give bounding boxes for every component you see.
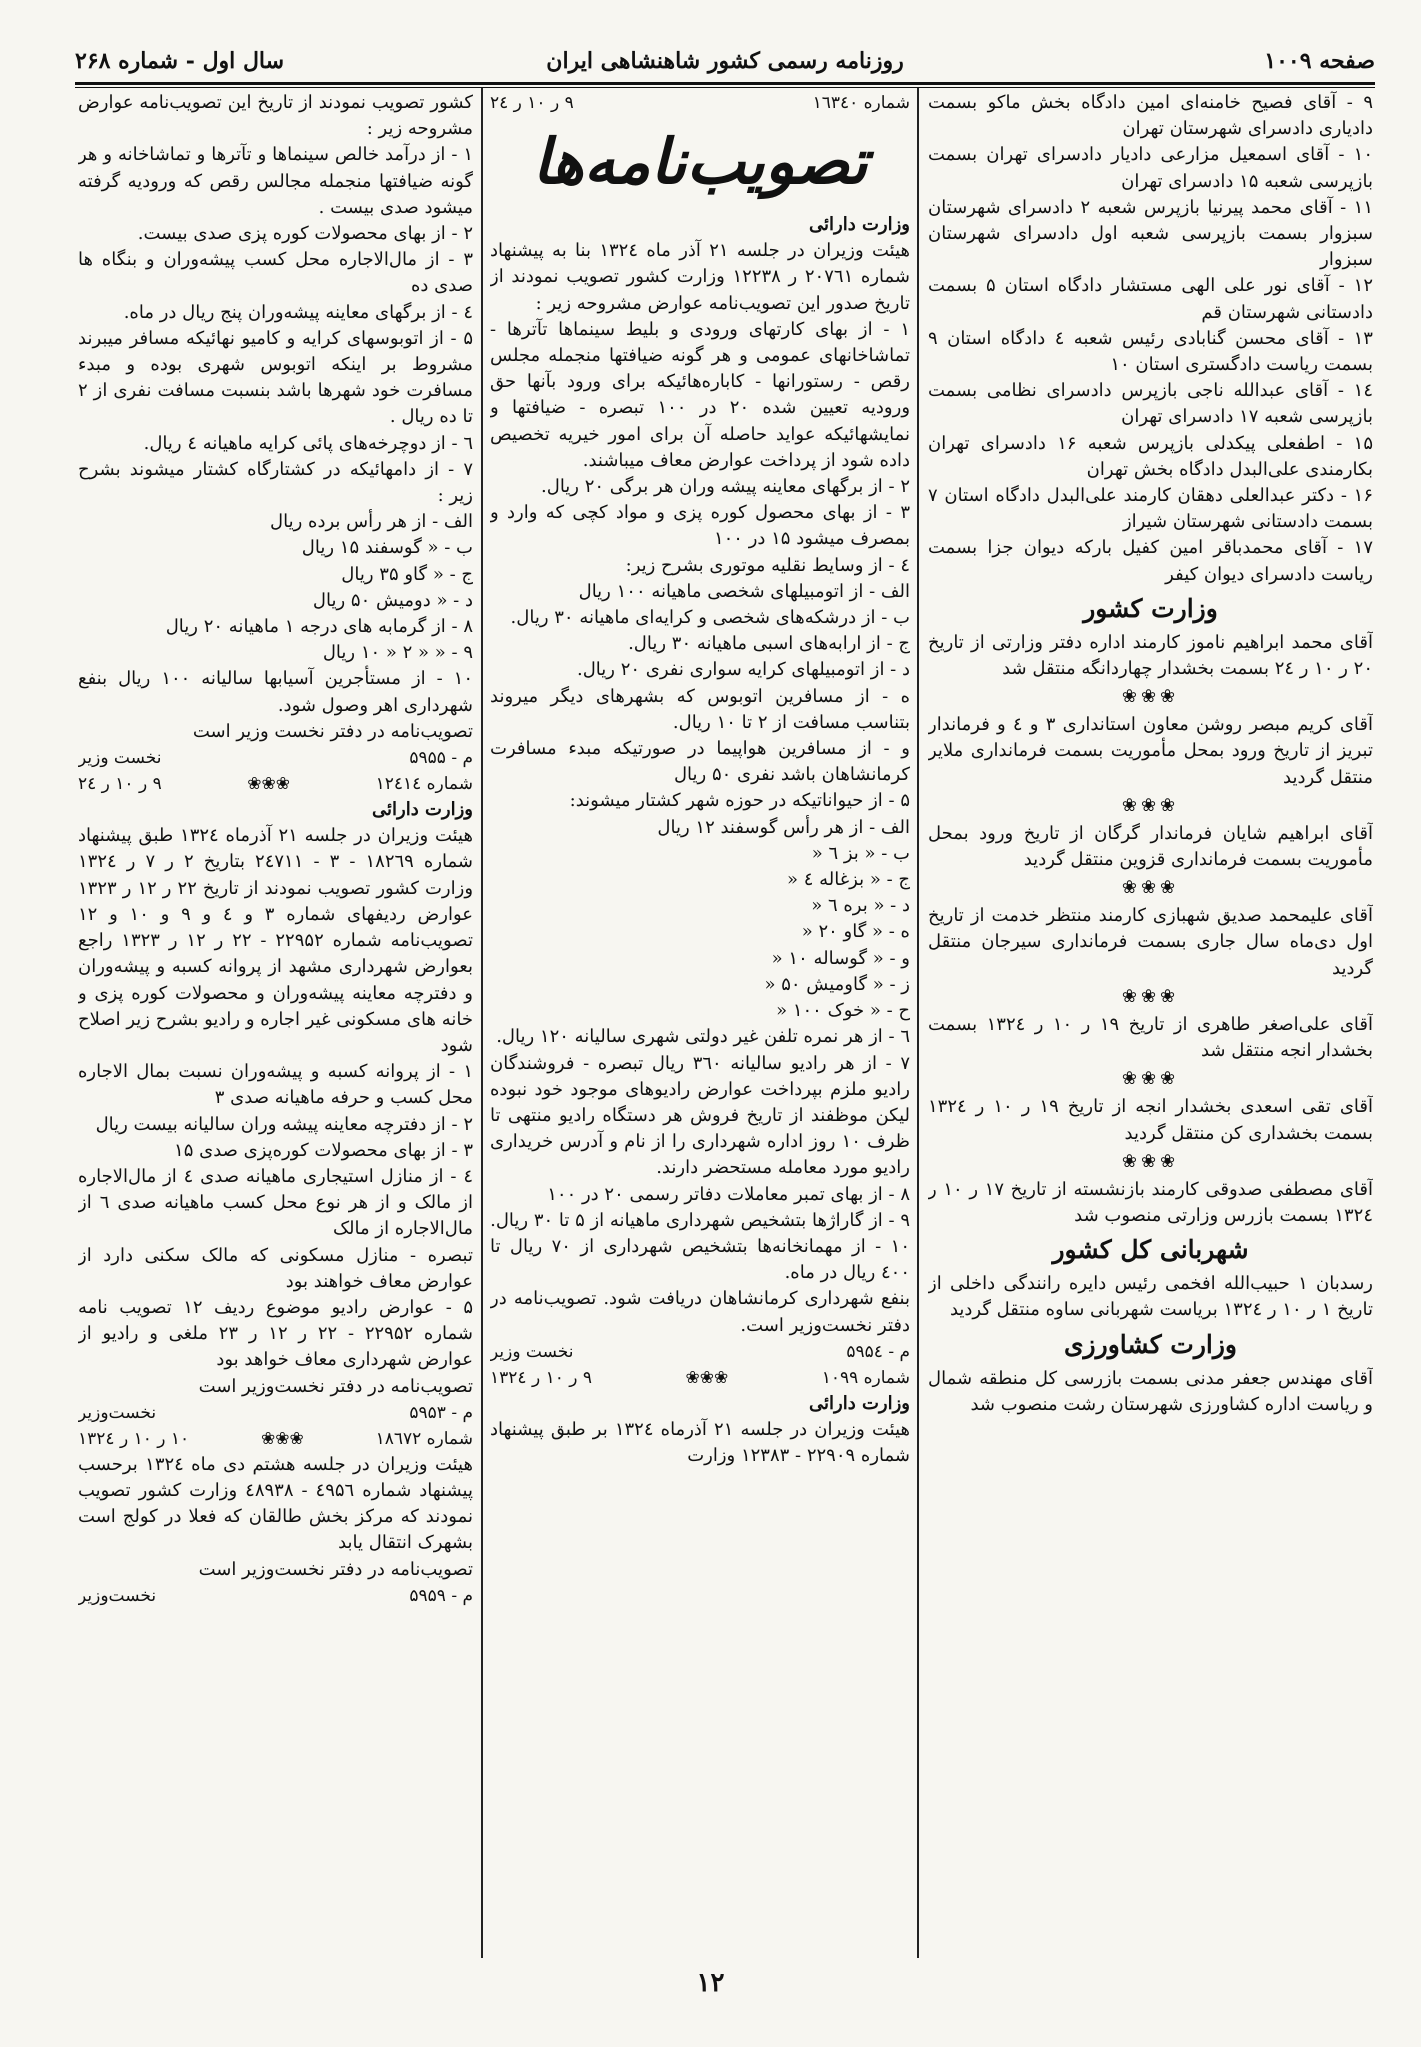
paragraph: ۱ - از بهای کارتهای ورودی و بلیط سینماها تآترها - تماشاخانهای عمومی و هر گونه ضیافتها منجمله مجلس رقص - رستورانها - کاباره‌هائیکه برای ورود بآنها حق ورودیه تعیین شده ۲۰ در ۱۰۰ تبصره - ضیافتها و نمایشهائیکه عواید حاصله آن برای امور خیریه تخصیص داده شود از پرداخت عوارض معاف میباشند. (490, 318, 910, 471)
paragraph: ج - « بزغاله ٤ « (787, 869, 910, 891)
decree-number: شماره ۱٦۳٤٠ (812, 93, 910, 113)
paragraph: الف - از اتومبیلهای شخصی ماهیانه ۱۰۰ ریال (578, 580, 910, 602)
paragraph: الف - از هر رأس گوسفند ۱۲ ریال (657, 816, 910, 838)
paragraph: و - « گوساله ۱۰ « (771, 947, 910, 969)
paragraph: ۳ - از بهای محصول کوره پزی و مواد کچی که وارد و بمصرف میشود ۱۵ در ۱۰۰ (490, 502, 910, 550)
paragraph: ج - « گاو ۳۵ ریال (341, 563, 473, 585)
paragraph: ۷ - از هر رادیو سالیانه ۳٦۰ ریال تبصره - فروشندگان رادیو ملزم بپرداخت عوارض رادیوهای موجود خود نبوده لیکن موظفند از تاریخ فروش هر دستگاه رادیو منتهی تا ظرف ۱۰ روز اداره شهرداری را از نام و آدرس خریداری رادیو مورد معامله مستحضر دارند. (490, 1052, 910, 1179)
signature-row (78, 1400, 473, 1426)
paragraph: ۱٤ - آقای عبدالله ناجی بازپرس دادسرای نظامی بسمت بازپرسی شعبه ۱۷ دادسرای تهران (928, 380, 1373, 428)
separator-stars: ❀❀❀ (1121, 686, 1180, 708)
paragraph: هیئت وزیران در جلسه هشتم دی ماه ۱۳۲٤ برحسب پیشنهاد شماره ٤۹۵٦ - ٤۸۹۳۸ وزارت کشور تصویب نمودند که مرکز بخش طالقان که فعلا در کولج است بشهرک انتقال یابد (78, 1453, 473, 1554)
decree-date: ۹ ر ۱۰ ر ۲٤ (78, 774, 162, 795)
paragraph: ۱۰ - از مستأجرین آسیابها سالیانه ۱۰۰ ریال بنفع شهرداری اهر وصول شود. (78, 668, 473, 716)
paragraph: ۸ - از گرمابه های درجه ۱ ماهیانه ۲۰ ریال (165, 616, 473, 638)
paragraph: ح - « خوک ۱۰۰ « (776, 1000, 910, 1022)
paragraph: ۹ - « « ۲ « ۱۰ ریال (322, 642, 473, 664)
page-number: صفحه ۱۰۰۹ (1264, 48, 1375, 74)
paragraph: ٤ - از برگهای معاینه پیشه‌وران پنج ریال در ماه. (123, 301, 473, 323)
page-footer-number: ۱۲ (696, 1968, 725, 1998)
paragraph: ۹ - از گاراژها بتشخیص شهرداری ماهیانه از ۵ تا ۳۰ ریال. (490, 1209, 910, 1231)
decree-number: شماره ۱۸٦۷۲ (375, 1428, 473, 1449)
middle-column (490, 90, 910, 1970)
ministry-name: وزارت دارائی (808, 1392, 910, 1414)
paragraph: د - « بره ٦ « (811, 895, 910, 917)
paragraph: ۳ - از بهای محصولات کوره‌پزی صدی ۱۵ (174, 1139, 473, 1161)
paragraph: ۵ - از حیواناتیکه در حوزه شهر کشتار میشوند: (569, 790, 910, 812)
paragraph: آقای ابراهیم شایان فرماندار گرگان از تاریخ ورود بمحل مأموریت بسمت فرمانداری قزوین منتقل گردید (928, 822, 1373, 871)
paragraph: ۱ - از پروانه کسبه و پیشه‌وران نسبت بمال الاجاره محل کسب و حرفه ماهیانه صدی ۳ (78, 1061, 473, 1109)
paragraph: آقای علیمحمد صدیق شهبازی کارمند منتظر خدمت از تاریخ اول دی‌ماه سال جاری بسمت فرمانداری سیرجان منتقل گردید (928, 905, 1373, 979)
paragraph: هیئت وزیران در جلسه ۲۱ آذرماه ۱۳۲٤ طبق پیشنهاد شماره ۱۸۲٦۹ - ۳ - ۲٤۷۱۱ بتاریخ ۲ ر ۷ ر ۱۳۲٤ وزارت کشور تصویب نمودند از تاریخ ۲۲ ر ۱۲ ر ۱۳۲۳ عوارض ردیفهای شماره ۳ و ٤ و ۹ و ۱۰ و ۱۲ تصویب‌نامه شماره ۲۲۹۵۲ - ۲۲ ر ۱۲ ر ۱۳۲۳ راجع بعوارض شهرداری مشهد از پروانه کسبه و پیشه‌وران و دفترچه معاینه پیشه‌وران و محصولات کوره پزی و خانه های مسکونی غیر اجاره و رادیو بشرح زیر اصلاح شود (78, 825, 473, 1056)
paragraph: ۲ - از بهای محصولات کوره پزی صدی بیست. (137, 223, 473, 245)
paragraph: آقای کریم مبصر روشن معاون استانداری ۳ و ٤ و فرماندار تبریز از تاریخ ورود بمحل مأموریت بسمت فرمانداری ملایر منتقل گردید (928, 714, 1373, 788)
paragraph: کشور تصویب نمودند از تاریخ این تصویب‌نامه عوارض مشروحه زیر : (78, 92, 473, 140)
decree-meta (490, 90, 910, 116)
paragraph: ۵ - از اتوبوسهای کرایه و کامیو نهائیکه مسافر میبرند مشروط بر اینکه اتوبوس شهری بوده و مبدء مسافرت خود شهرها باشد بنسبت مسافت نفری از ۲ تا ده ریال . (78, 327, 473, 428)
paragraph: ۱۳ - آقای محسن گنابادی رئیس شعبه ٤ دادگاه استان ۹ بسمت ریاست دادگستری استان ۱۰ (928, 327, 1373, 376)
paragraph: هیئت وزیران در جلسه ۲۱ آذرماه ۱۳۲٤ بر طبق پیشنهاد شماره ۲۲۹۰۹ - ۱۲۳۸۳ وزارت (490, 1418, 910, 1467)
signature-row (78, 745, 473, 771)
paragraph: تبصره - منازل مسکونی که مالک سکنی دارد از عوارض معاف خواهند بود (78, 1244, 473, 1292)
paragraph: ۱ - از درآمد خالص سینماها و تآترها و تماشاخانه و هر گونه ضیافتها منجمله مجالس رقص که ورودیه گرفته میشود صدی بیست . (78, 144, 473, 218)
paragraph: ٤ - از منازل استیجاری ماهیانه صدی ٤ از مال‌الاجاره از مالک و از هر نوع محل کسب ماهیانه صدی ٦ از مال‌الاجاره از مالک (78, 1165, 473, 1240)
paragraph: ۱۶ - دکتر عبدالعلی دهقان کارمند علی‌البدل دادگاه استان ۷ بسمت دادستانی شهرستان شیراز (928, 485, 1373, 533)
decree-date: ۹ ر ۱۰ ر ۲٤ (490, 93, 574, 113)
paragraph: آقای علی‌اصغر طاهری از تاریخ ۱۹ ر ۱۰ ر ۱۳۲٤ بسمت بخشدار انجه منتقل شد (928, 1013, 1373, 1062)
paragraph: ب - از درشکه‌های شخصی و کرایه‌ای ماهیانه ۳۰ ریال. (510, 607, 910, 629)
paragraph: آقای تقی اسعدی بخشدار انجه از تاریخ ۱۹ ر ۱۰ ر ۱۳۲٤ بسمت بخشداری کن منتقل گردید (928, 1096, 1373, 1144)
signature-row (78, 1583, 473, 1609)
separator-stars: ❀❀❀ (1121, 877, 1180, 899)
decree-meta (78, 771, 473, 797)
paragraph: تصویب‌نامه در دفتر نخست‌وزیر است (198, 1558, 473, 1580)
paragraph: ه - از مسافرین اتوبوس که بشهرهای دیگر میروند بتناسب مسافت از ۲ تا ۱۰ ریال. (490, 685, 910, 733)
paragraph: ۸ - از بهای تمبر معاملات دفاتر رسمی ۲۰ در ۱۰۰ (547, 1183, 910, 1205)
paragraph: ۵ - عوارض رادیو موضوع ردیف ۱۲ تصویب نامه شماره ۲۲۹۵۲ - ۲۲ ر ۱۲ ر ۲۳ ملغی و رادیو از عوارض شهرداری معاف خواهد بود (78, 1296, 473, 1371)
paragraph: ٦ - از هر نمره تلفن غیر دولتی شهری سالیانه ۱۲۰ ریال. (496, 1026, 910, 1048)
header-rule-thin (75, 87, 1375, 88)
signature: نخست وزیر (78, 748, 162, 769)
paragraph: ز - « گاومیش ۵۰ « (764, 973, 910, 995)
paragraph: ه - « گاو ۲۰ « (801, 921, 910, 943)
paragraph: ۱۰ - آقای اسمعیل مزارعی دادیار دادسرای تهران بسمت بازپرسی شعبه ۱۵ دادسرای تهران (928, 144, 1373, 192)
paragraph: هیئت وزیران در جلسه ۲۱ آذر ماه ۱۳۲٤ بنا به پیشنهاد شماره ۲۰۷٦۱ ر ۱۲۲۳۸ وزارت کشور تصویب نمودند از تاریخ صدور این تصویب‌نامه عوارض مشروحه زیر : (490, 240, 910, 314)
right-column (928, 90, 1373, 1970)
decree-number: شماره ۱۲٤۱٤ (375, 774, 473, 795)
paragraph: د - « دومیش ۵۰ ریال (312, 589, 473, 611)
newspaper-title: روزنامه رسمی کشور شاهنشاهی ایران (546, 48, 904, 74)
ministry-name: وزارت دارائی (371, 799, 473, 821)
page-header (75, 42, 1375, 82)
column-divider-left (481, 88, 483, 1958)
decree-date: ۹ ر ۱۰ ر ۱۳۲٤ (490, 1367, 593, 1388)
paragraph: ۹ - آقای فصیح خامنه‌ای امین دادگاه بخش ماکو بسمت دادیاری دادسرای شهرستان تهران (928, 92, 1373, 140)
section-heading: شهربانی کل کشور (1052, 1235, 1249, 1265)
left-column (78, 90, 473, 1970)
paragraph: آقای محمد ابراهیم ناموز کارمند اداره دفتر وزارتی از تاریخ ۲۰ ر ۱۰ ر ۲٤ بسمت بخشدار چهاردانگه منتقل شد (928, 631, 1373, 680)
paragraph: رسدبان ۱ حبیب‌الله افخمی رئیس دایره رانندگی داخلی از تاریخ ۱ ر ۱۰ ر ۱۳۲٤ بریاست شهربانی ساوه منتقل گردید (928, 1273, 1373, 1321)
paragraph: ۱۰ - از مهمانخانه‌ها بتشخیص شهرداری از ۷۰ ریال تا ٤۰۰ ریال در ماه. (490, 1235, 910, 1284)
paragraph: ۳ - از مال‌الاجاره محل کسب پیشه‌وران و بنگاه ها صدی ده (78, 249, 473, 297)
section-heading: وزارت کشاورزی (1063, 1329, 1237, 1359)
ministry-name: وزارت دارائی (808, 214, 910, 235)
paragraph: الف - از هر رأس برده ریال (270, 511, 473, 533)
signature: نخست وزیر (490, 1341, 574, 1362)
section-title: تصویب‌نامه‌ها (532, 125, 868, 198)
paragraph: ٤ - از وسایط نقلیه موتوری بشرح زیر: (625, 554, 910, 576)
paragraph: ۱۱ - آقای محمد پیرنیا بازپرس شعبه ۲ دادسرای شهرستان سبزوار بسمت بازپرسی شعبه اول دادسرای شهرستان سبزوار (928, 196, 1373, 271)
paragraph: بنفع شهرداری کرمانشاهان دریافت شود. تصویب‌نامه در دفتر نخست‌وزیر است. (490, 1288, 910, 1336)
paragraph: ب - « بز ٦ « (811, 842, 910, 864)
header-rule (75, 82, 1375, 85)
paragraph: ج - از ارابه‌های اسبی ماهیانه ۳۰ ریال. (628, 633, 910, 655)
paragraph: آقای مهندس جعفر مدنی بسمت بازرسی کل منطقه شمال و ریاست اداره کشاورزی شهرستان رشت منصوب شد (928, 1367, 1373, 1415)
reference-code: م - ۵۹۵۹ (409, 1585, 473, 1606)
paragraph: ۲ - از برگهای معاینه پیشه وران هر برگی ۲۰ ریال. (541, 476, 910, 498)
paragraph: و - از مسافرین هواپیما در صورتیکه مبدء مسافرت کرمانشاهان باشد نفری ۵۰ ریال (490, 738, 910, 786)
reference-code: م - ۵۹۵٤ (846, 1341, 910, 1362)
paragraph: ٦ - از دوچرخه‌های پائی کرایه ماهیانه ٤ ریال. (143, 432, 473, 454)
paragraph: ۱۵ - اطفعلی پیکدلی بازپرس شعبه ۱۶ دادسرای تهران بکارمندی علی‌البدل دادگاه بخش تهران (928, 432, 1373, 480)
paragraph: تصویب‌نامه در دفتر نخست‌وزیر است (198, 1375, 473, 1397)
paragraph: ۷ - از دامهائیکه در کشتارگاه کشتار میشوند بشرح زیر : (78, 458, 473, 507)
separator-stars: ❀❀❀ (685, 1367, 729, 1388)
signature: نخست‌وزیر (78, 1402, 157, 1423)
issue-info: سال اول - شماره ۲۶۸ (75, 48, 285, 74)
reference-code: م - ۵۹۵۳ (409, 1402, 473, 1423)
separator-stars: ❀❀❀ (1121, 1150, 1180, 1172)
separator-stars: ❀❀❀ (1121, 1068, 1180, 1090)
decree-meta (78, 1426, 473, 1452)
paragraph: تصویب‌نامه در دفتر نخست وزیر است (192, 720, 473, 742)
separator-stars: ❀❀❀ (247, 774, 291, 795)
signature: نخست‌وزیر (78, 1585, 157, 1606)
decree-number: شماره ۱۰۹۹ (821, 1367, 910, 1388)
column-divider-right (917, 88, 919, 1958)
separator-stars: ❀❀❀ (260, 1428, 304, 1449)
section-heading: وزارت کشور (1083, 593, 1218, 623)
separator-stars: ❀❀❀ (1121, 794, 1180, 816)
decree-date: ۱۰ ر ۱۰ ر ۱۳۲٤ (78, 1428, 190, 1449)
paragraph: د - از اتومبیلهای کرایه سواری نفری ۲۰ ریال. (576, 659, 910, 681)
paragraph: ۲ - از دفترچه معاینه پیشه وران سالیانه بیست ریال (95, 1113, 473, 1135)
paragraph: ۱۷ - آقای محمدباقر امین کفیل بارکه دیوان جزا بسمت ریاست دادسرای دیوان کیفر (928, 537, 1373, 585)
reference-code: م - ۵۹۵۵ (409, 748, 473, 769)
paragraph: آقای مصطفی صدوقی کارمند بازنشسته از تاریخ ۱۷ ر ۱۰ ر ۱۳۲٤ بسمت بازرس وزارتی منصوب شد (928, 1178, 1373, 1226)
decree-meta (490, 1365, 910, 1391)
separator-stars: ❀❀❀ (1121, 985, 1180, 1007)
paragraph: ۱۲ - آقای نور علی الهی مستشار دادگاه استان ۵ بسمت دادستانی شهرستان قم (928, 275, 1373, 323)
signature-row (490, 1339, 910, 1365)
paragraph: ب - « گوسفند ۱۵ ریال (301, 537, 473, 559)
